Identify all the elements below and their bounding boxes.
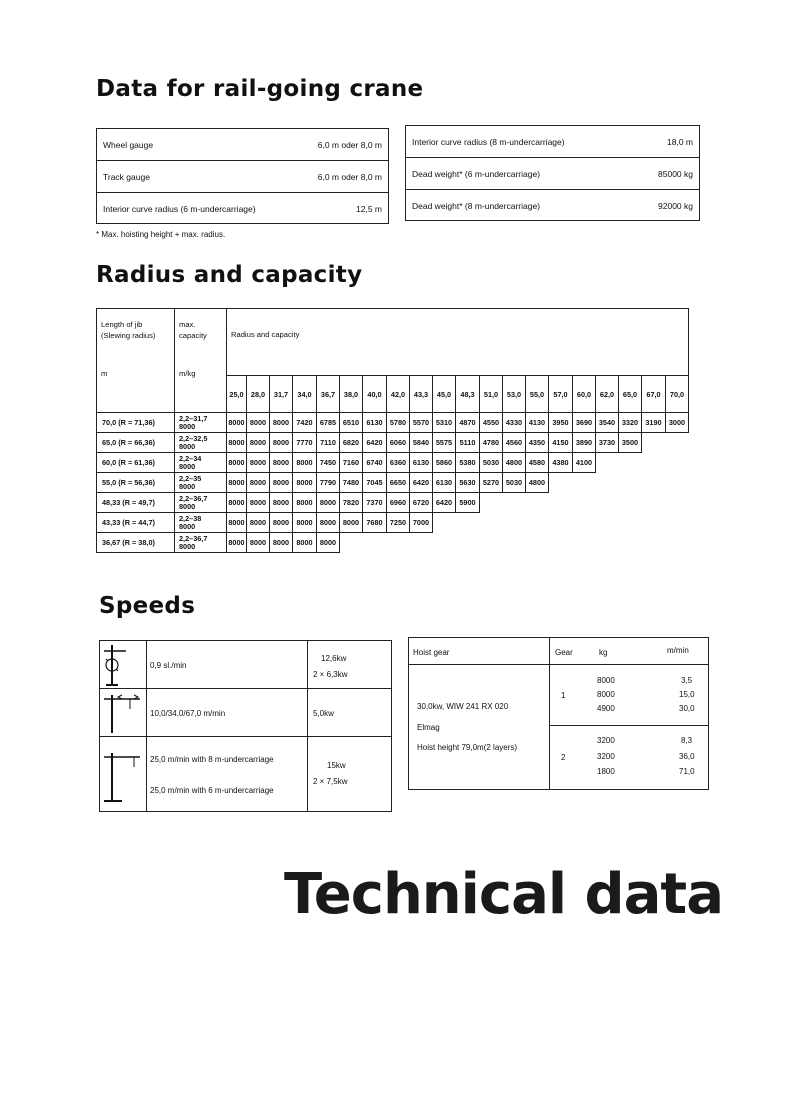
speed-power: 15kw — [327, 761, 346, 770]
speed-desc: 25,0 m/min with 6 m-undercarriage — [150, 786, 274, 795]
capacity-value: 3950 — [549, 413, 573, 433]
capacity-value: 4800 — [503, 453, 526, 473]
capacity-value: 6060 — [387, 433, 410, 453]
capacity-value: 5380 — [456, 453, 480, 473]
max-capacity — [175, 433, 227, 453]
cell-power — [307, 737, 391, 811]
radius-value: 43,3 — [410, 376, 433, 413]
rail-table-left — [96, 128, 389, 224]
capacity-value: 4130 — [526, 413, 549, 433]
row-value: 6,0 m oder 8,0 m — [317, 139, 382, 150]
speed-power: 12,6kw — [321, 654, 347, 663]
row-label: Track gauge — [103, 171, 150, 182]
gear-head: Gear — [555, 648, 573, 657]
capacity-value: 4100 — [573, 453, 596, 473]
header-jib-text: Length of jib — [101, 320, 143, 329]
table-row — [97, 161, 388, 193]
empty-cell — [666, 513, 689, 533]
empty-cell — [410, 533, 433, 553]
empty-cell — [503, 493, 526, 513]
row-value: 85000 kg — [658, 168, 693, 179]
radius-value: 31,7 — [270, 376, 293, 413]
max-capacity-value: 8000 — [179, 521, 196, 531]
table-row — [97, 129, 388, 161]
empty-cell — [456, 513, 480, 533]
capacity-value: 8000 — [293, 493, 317, 513]
slewing-crane-icon — [100, 641, 140, 687]
hoist-head: Hoist gear — [413, 648, 450, 657]
hoist-speed: 71,0 — [679, 767, 695, 776]
jib-length: 36,67 (R = 38,0) — [97, 533, 175, 553]
capacity-value: 8000 — [227, 433, 247, 453]
hoist-kg: 3200 — [597, 752, 615, 761]
capacity-value: 4150 — [549, 433, 573, 453]
empty-cell — [503, 533, 526, 553]
table-row — [406, 158, 699, 190]
capacity-value: 8000 — [317, 513, 340, 533]
empty-cell — [549, 493, 573, 513]
capacity-value: 8000 — [293, 533, 317, 553]
capacity-value: 6960 — [387, 493, 410, 513]
capacity-value: 3000 — [666, 413, 689, 433]
capacity-value: 7820 — [340, 493, 363, 513]
header-jib-text: (Slewing radius) — [101, 331, 156, 340]
capacity-value: 6820 — [340, 433, 363, 453]
capacity-value: 7680 — [363, 513, 387, 533]
table-row — [97, 533, 689, 553]
capacity-value: 8000 — [270, 433, 293, 453]
radius-value: 42,0 — [387, 376, 410, 413]
speed-power: 2 × 6,3kw — [313, 670, 348, 679]
table-row — [97, 453, 689, 473]
hoist-speed: 30,0 — [679, 704, 695, 713]
table-row — [100, 641, 391, 689]
capacity-value: 6740 — [363, 453, 387, 473]
radius-value: 51,0 — [480, 376, 503, 413]
capacity-value: 5860 — [433, 453, 456, 473]
capacity-value: 8000 — [227, 533, 247, 553]
max-capacity-value: 2,2–32,5 — [179, 433, 208, 443]
capacity-value: 4380 — [549, 453, 573, 473]
empty-cell — [526, 513, 549, 533]
header-max-unit: m/kg — [179, 369, 196, 378]
empty-cell — [666, 533, 689, 553]
capacity-value: 7000 — [410, 513, 433, 533]
max-capacity-value: 2,2–35 — [179, 473, 202, 483]
max-capacity-value: 8000 — [179, 461, 196, 471]
capacity-value: 8000 — [270, 473, 293, 493]
row-value: 92000 kg — [658, 201, 693, 211]
rail-table-right — [405, 125, 700, 221]
hoist-make: Elmag — [417, 723, 440, 732]
max-capacity-value: 2,2–38 — [179, 513, 202, 523]
empty-cell — [596, 493, 619, 513]
table-row — [97, 433, 689, 453]
capacity-value: 8000 — [270, 513, 293, 533]
capacity-value: 5030 — [480, 453, 503, 473]
empty-cell — [549, 513, 573, 533]
empty-cell — [573, 493, 596, 513]
capacity-value: 3500 — [619, 433, 642, 453]
header-max-text: max. — [179, 320, 196, 329]
capacity-value: 8000 — [247, 533, 270, 553]
capacity-value: 7370 — [363, 493, 387, 513]
capacity-value: 4580 — [526, 453, 549, 473]
jib-length: 43,33 (R = 44,7) — [97, 513, 175, 533]
empty-cell — [363, 533, 387, 553]
radius-value: 65,0 — [619, 376, 642, 413]
radius-value: 25,0 — [227, 376, 247, 413]
capacity-value: 7770 — [293, 433, 317, 453]
radius-value: 60,0 — [573, 376, 596, 413]
hoist-speed: 3,5 — [681, 676, 693, 685]
capacity-value: 8000 — [270, 413, 293, 433]
max-capacity — [175, 473, 227, 493]
empty-cell — [619, 493, 642, 513]
capacity-value: 7250 — [387, 513, 410, 533]
hoist-speed: 36,0 — [679, 752, 695, 761]
speeds-section-title: Speeds — [99, 593, 196, 619]
empty-cell — [666, 493, 689, 513]
capacity-value: 4560 — [503, 433, 526, 453]
empty-cell — [433, 513, 456, 533]
radius-value: 40,0 — [363, 376, 387, 413]
empty-cell — [642, 433, 666, 453]
capacity-value: 8000 — [227, 513, 247, 533]
capacity-value: 8000 — [317, 533, 340, 553]
row-label: Wheel gauge — [103, 139, 154, 150]
capacity-value: 8000 — [247, 473, 270, 493]
radius-value: 62,0 — [596, 376, 619, 413]
row-value: 12,5 m — [356, 204, 382, 214]
capacity-value: 6420 — [363, 433, 387, 453]
hoist-motor: 30,0kw, WIW 241 RX 020 — [417, 702, 509, 711]
capacity-value: 8000 — [293, 473, 317, 493]
empty-cell — [642, 513, 666, 533]
capacity-value: 6130 — [363, 413, 387, 433]
gear-number: 1 — [561, 691, 566, 700]
header-radius-capacity: Radius and capacity — [227, 309, 689, 376]
capacity-value: 8000 — [247, 433, 270, 453]
empty-cell — [549, 473, 573, 493]
empty-cell — [642, 533, 666, 553]
capacity-value: 6510 — [340, 413, 363, 433]
capacity-value: 8000 — [270, 493, 293, 513]
empty-cell — [666, 473, 689, 493]
max-capacity — [175, 413, 227, 433]
speed-head: m/min — [667, 646, 689, 655]
radius-value: 55,0 — [526, 376, 549, 413]
row-label: Dead weight* (6 m-undercarriage) — [412, 168, 541, 179]
header-jib — [97, 309, 175, 413]
capacity-value: 3190 — [642, 413, 666, 433]
radius-value: 38,0 — [340, 376, 363, 413]
max-capacity-value: 8000 — [179, 481, 196, 491]
cell-icon — [100, 689, 147, 736]
speed-power: 2 × 7,5kw — [313, 777, 348, 786]
hoist-kg: 8000 — [597, 676, 615, 685]
max-capacity-value: 8000 — [179, 501, 196, 511]
capacity-value: 8000 — [270, 453, 293, 473]
capacity-value: 7450 — [317, 453, 340, 473]
capacity-value: 3690 — [573, 413, 596, 433]
speed-desc: 10,0/34,0/67,0 m/min — [150, 709, 226, 718]
capacity-value: 5780 — [387, 413, 410, 433]
table-row — [97, 413, 689, 433]
capacity-value: 4870 — [456, 413, 480, 433]
jib-length: 65,0 (R = 66,36) — [97, 433, 175, 453]
radius-value: 28,0 — [247, 376, 270, 413]
capacity-value: 8000 — [247, 493, 270, 513]
empty-cell — [619, 533, 642, 553]
empty-cell — [642, 493, 666, 513]
speeds-table — [99, 640, 392, 812]
empty-cell — [619, 513, 642, 533]
empty-cell — [573, 473, 596, 493]
max-capacity — [175, 493, 227, 513]
capacity-value: 5110 — [456, 433, 480, 453]
capacity-value: 6130 — [433, 473, 456, 493]
row-value: 18,0 m — [667, 136, 693, 147]
cell-desc — [146, 641, 308, 688]
max-capacity-value: 2,2–36,7 — [179, 533, 208, 543]
radius-value: 53,0 — [503, 376, 526, 413]
radius-value: 70,0 — [666, 376, 689, 413]
capacity-value: 7790 — [317, 473, 340, 493]
max-capacity-value: 2,2–34 — [179, 453, 202, 463]
max-capacity-value: 8000 — [179, 541, 196, 551]
empty-cell — [526, 533, 549, 553]
empty-cell — [549, 533, 573, 553]
capacity-value: 8000 — [227, 453, 247, 473]
radius-value: 45,0 — [433, 376, 456, 413]
empty-cell — [456, 533, 480, 553]
gear-number: 2 — [561, 753, 566, 762]
empty-cell — [573, 533, 596, 553]
capacity-value: 3540 — [596, 413, 619, 433]
capacity-value: 7045 — [363, 473, 387, 493]
table-row — [406, 126, 699, 158]
capacity-value: 3890 — [573, 433, 596, 453]
max-capacity-value: 8000 — [179, 421, 196, 431]
rail-section-title: Data for rail-going crane — [96, 76, 424, 102]
empty-cell — [596, 513, 619, 533]
row-label: Interior curve radius (6 m-undercarriage) — [103, 204, 256, 214]
capacity-value: 6420 — [433, 493, 456, 513]
radius-value: 48,3 — [456, 376, 480, 413]
empty-cell — [642, 453, 666, 473]
capacity-value: 8000 — [247, 413, 270, 433]
table-row — [406, 190, 699, 222]
capacity-value: 5310 — [433, 413, 456, 433]
speed-power: 5,0kw — [313, 709, 334, 718]
capacity-value: 3730 — [596, 433, 619, 453]
capacity-value: 7110 — [317, 433, 340, 453]
cell-power — [307, 641, 391, 688]
cell-desc — [146, 689, 308, 736]
hoist-kg: 1800 — [597, 767, 615, 776]
capacity-value: 4350 — [526, 433, 549, 453]
capacity-value: 8000 — [270, 533, 293, 553]
technical-data-title: Technical data — [284, 862, 723, 927]
header-max-text: capacity — [179, 331, 207, 340]
empty-cell — [573, 513, 596, 533]
jib-length: 60,0 (R = 61,36) — [97, 453, 175, 473]
hoist-gear-table — [408, 637, 709, 790]
capacity-value: 8000 — [247, 513, 270, 533]
capacity-value: 5900 — [456, 493, 480, 513]
empty-cell — [480, 513, 503, 533]
cell-icon — [100, 737, 147, 811]
rail-footnote: * Max. hoisting height + max. radius. — [96, 230, 226, 239]
capacity-value: 5270 — [480, 473, 503, 493]
capacity-value: 6360 — [387, 453, 410, 473]
max-capacity-value: 8000 — [179, 441, 196, 451]
speed-desc: 25,0 m/min with 8 m-undercarriage — [150, 755, 274, 764]
jib-length: 55,0 (R = 56,36) — [97, 473, 175, 493]
jib-length: 48,33 (R = 49,7) — [97, 493, 175, 513]
capacity-value: 5840 — [410, 433, 433, 453]
radius-value: 36,7 — [317, 376, 340, 413]
hoist-kg: 3200 — [597, 736, 615, 745]
empty-cell — [480, 533, 503, 553]
empty-cell — [596, 533, 619, 553]
empty-cell — [340, 533, 363, 553]
speed-desc: 0,9 sl./min — [150, 661, 187, 670]
table-row — [100, 689, 391, 737]
empty-cell — [619, 473, 642, 493]
empty-cell — [503, 513, 526, 533]
table-row — [97, 493, 689, 513]
radius-value: 57,0 — [549, 376, 573, 413]
empty-cell — [526, 493, 549, 513]
empty-cell — [619, 453, 642, 473]
radius-value: 34,0 — [293, 376, 317, 413]
row-label: Dead weight* (8 m-undercarriage) — [412, 201, 541, 211]
max-capacity — [175, 453, 227, 473]
empty-cell — [642, 473, 666, 493]
capacity-value: 8000 — [293, 453, 317, 473]
max-capacity — [175, 533, 227, 553]
travel-crane-icon — [100, 737, 142, 809]
capacity-value: 5570 — [410, 413, 433, 433]
row-value: 6,0 m oder 8,0 m — [317, 171, 382, 182]
radius-value: 67,0 — [642, 376, 666, 413]
table-row — [97, 193, 388, 225]
hoist-speed: 8,3 — [681, 736, 693, 745]
kg-head: kg — [599, 648, 608, 657]
capacity-value: 6420 — [410, 473, 433, 493]
capacity-value: 6785 — [317, 413, 340, 433]
table-header-row — [97, 309, 689, 376]
capacity-value: 4330 — [503, 413, 526, 433]
max-capacity — [175, 513, 227, 533]
max-capacity-value: 2,2–36,7 — [179, 493, 208, 503]
capacity-value: 6650 — [387, 473, 410, 493]
capacity-value: 8000 — [317, 493, 340, 513]
cell-desc — [146, 737, 308, 811]
hoist-height: Hoist height 79,0m(2 layers) — [417, 743, 518, 752]
capacity-value: 5030 — [503, 473, 526, 493]
hoist-kg: 8000 — [597, 690, 615, 699]
hoist-speed: 15,0 — [679, 690, 695, 699]
header-max — [175, 309, 227, 413]
trolley-crane-icon — [100, 689, 142, 735]
radius-capacity-table — [96, 308, 689, 553]
row-label: Interior curve radius (8 m-undercarriage) — [412, 136, 565, 147]
empty-cell — [387, 533, 410, 553]
capacity-value: 6130 — [410, 453, 433, 473]
capacity-value: 8000 — [340, 513, 363, 533]
table-row — [97, 473, 689, 493]
capacity-value: 7160 — [340, 453, 363, 473]
capacity-value: 5630 — [456, 473, 480, 493]
capacity-value: 4800 — [526, 473, 549, 493]
max-capacity-value: 2,2–31,7 — [179, 413, 208, 423]
capacity-value: 8000 — [227, 413, 247, 433]
capacity-value: 8000 — [247, 453, 270, 473]
hoist-kg: 4900 — [597, 704, 615, 713]
header-jib-unit: m — [101, 369, 108, 378]
capacity-value: 3320 — [619, 413, 642, 433]
table-row — [100, 737, 391, 811]
capacity-value: 7480 — [340, 473, 363, 493]
empty-cell — [433, 533, 456, 553]
capacity-value: 4780 — [480, 433, 503, 453]
cell-icon — [100, 641, 147, 688]
empty-cell — [480, 493, 503, 513]
empty-cell — [596, 473, 619, 493]
capacity-value: 8000 — [227, 473, 247, 493]
jib-length: 70,0 (R = 71,36) — [97, 413, 175, 433]
cell-power — [307, 689, 391, 736]
empty-cell — [596, 453, 619, 473]
empty-cell — [666, 433, 689, 453]
capacity-value: 6720 — [410, 493, 433, 513]
empty-cell — [666, 453, 689, 473]
capacity-value: 4550 — [480, 413, 503, 433]
table-row — [97, 513, 689, 533]
capacity-value: 7420 — [293, 413, 317, 433]
capacity-value: 5575 — [433, 433, 456, 453]
capacity-value: 8000 — [227, 493, 247, 513]
capacity-value: 8000 — [293, 513, 317, 533]
radius-section-title: Radius and capacity — [96, 262, 363, 288]
